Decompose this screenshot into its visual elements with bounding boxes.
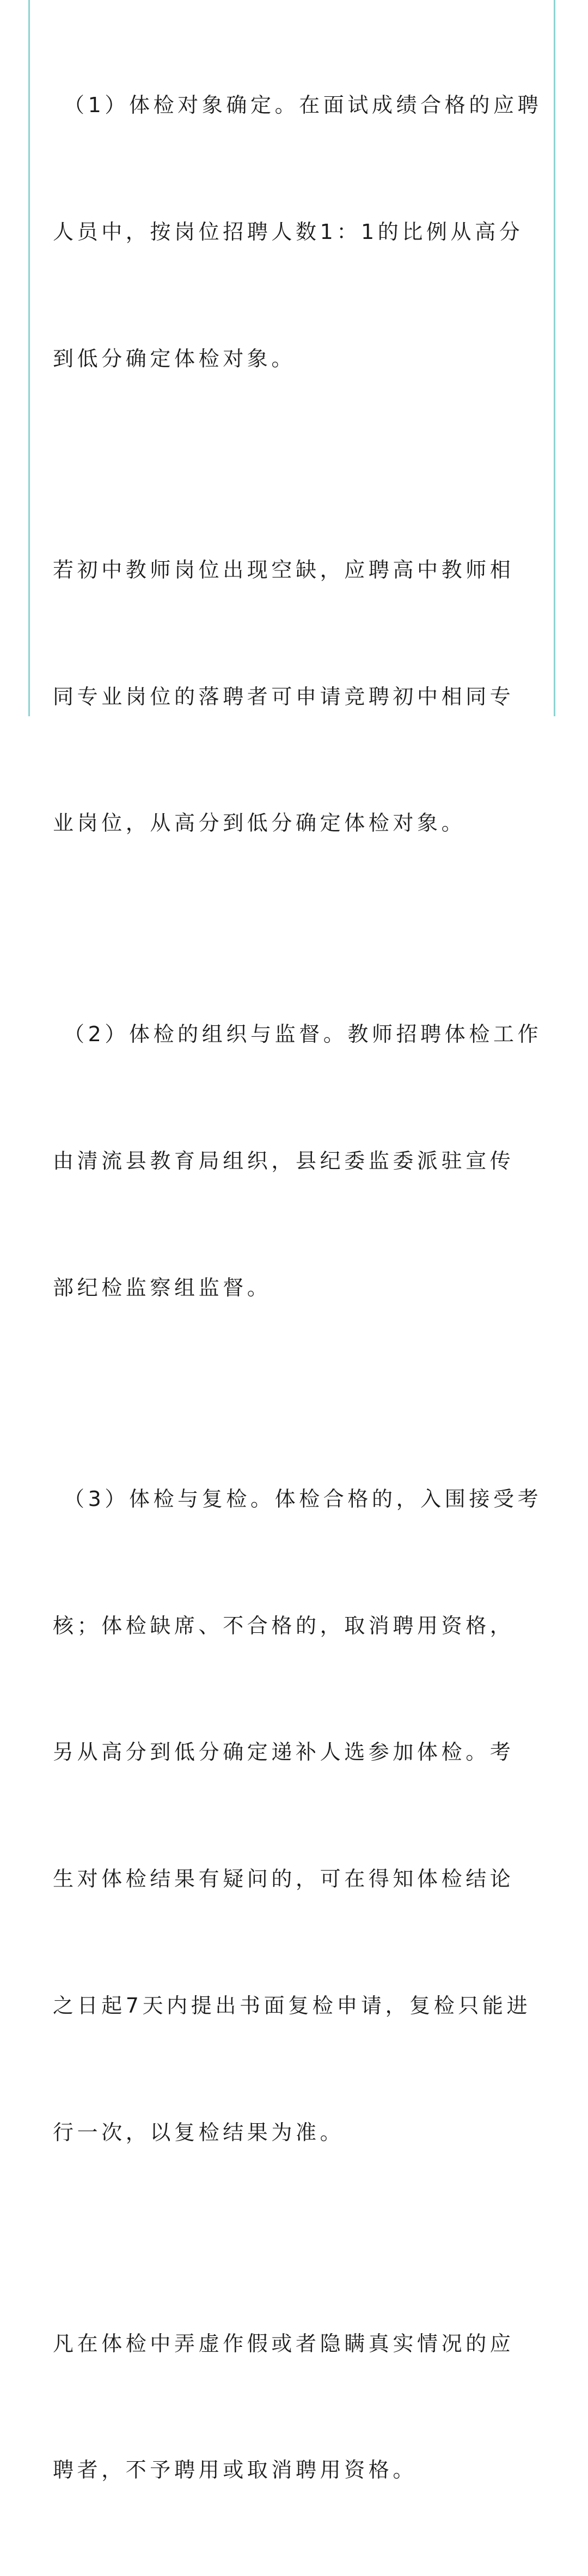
text-line: 凡在体检中弄虚作假或者隐瞒真实情况的应 [53, 2331, 514, 2356]
text-line: 若初中教师岗位出现空缺，应聘高中教师相 [53, 557, 514, 582]
paragraph-vacancy-rule [53, 465, 537, 930]
text-line: 部纪检监察组监督。 [53, 1275, 272, 1300]
paragraph-exam-supervision [53, 929, 542, 1394]
text-line: 同专业岗位的落聘者可申请竞聘初中相同专 [53, 684, 514, 709]
text-line: 另从高分到低分确定递补人选参加体检。考 [53, 1740, 514, 1765]
text-line: 到低分确定体检对象。 [53, 346, 296, 371]
paragraph-fraud-rule [53, 2238, 537, 2576]
text-line: 核；体检缺席、不合格的，取消聘用资格， [53, 1613, 514, 1638]
text-line: （3）体检与复检。体检合格的，入围接受考 [64, 1486, 542, 1511]
text-line: 聘者，不予聘用或取消聘用资格。 [53, 2458, 418, 2482]
text-line: 人员中，按岗位招聘人数1：1的比例从高分 [53, 219, 524, 244]
text-line: 生对体检结果有疑问的，可在得知体检结论 [53, 1867, 514, 1891]
paragraph-exam-recheck [53, 1394, 542, 2239]
text-line: 业岗位，从高分到低分确定体检对象。 [53, 811, 466, 835]
text-line: 之日起7天内提出书面复检申请，复检只能进 [53, 1993, 531, 2018]
text-line: 由清流县教育局组织，县纪委监委派驻宣传 [53, 1149, 514, 1173]
paragraph-exam-target [53, 0, 542, 465]
document-body [53, 0, 542, 2576]
text-line: （1）体检对象确定。在面试成绩合格的应聘 [64, 93, 542, 118]
text-line: 行一次，以复检结果为准。 [53, 2120, 345, 2144]
text-line: （2）体检的组织与监督。教师招聘体检工作 [64, 1022, 542, 1047]
